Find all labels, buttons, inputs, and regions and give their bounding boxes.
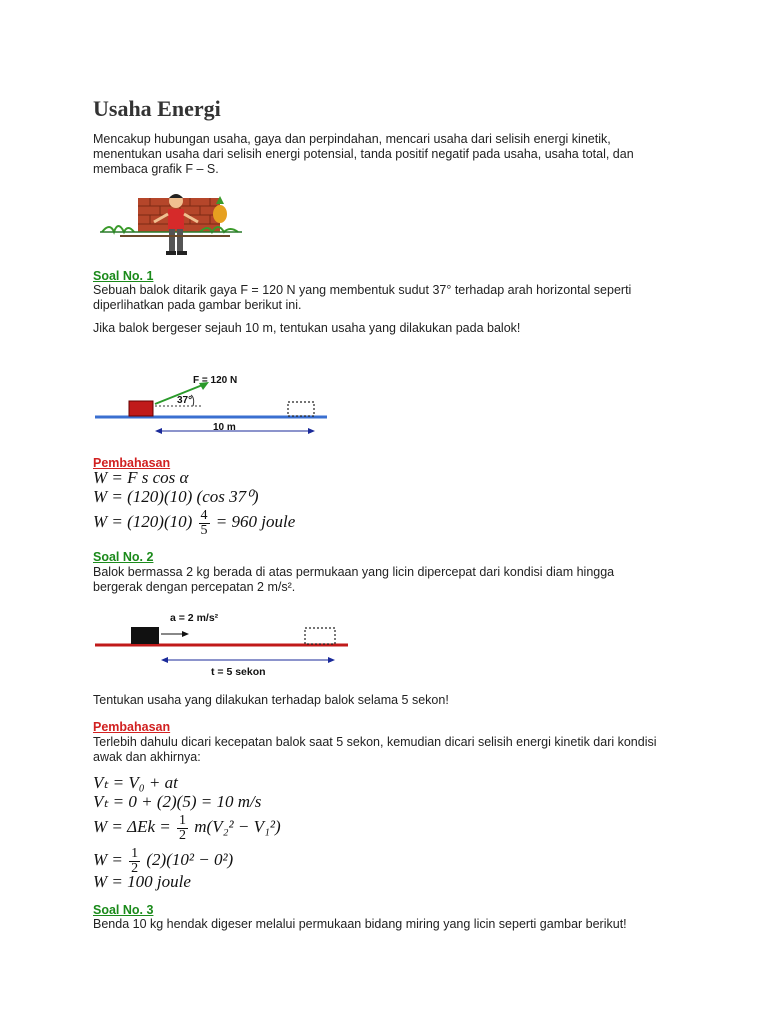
intro-paragraph: Mencakup hubungan usaha, gaya dan perpindahan, mencari usaha dari selisih energi kinetik, menentukan usaha dari selisih energi potensial, tanda positif negatif pada usaha, usaha total, dan membaca grafik F – S. bbox=[93, 132, 634, 176]
time-label: t = 5 sekon bbox=[211, 666, 266, 678]
block-start bbox=[131, 627, 159, 644]
soal-2-heading: Soal No. 2 bbox=[93, 550, 154, 564]
soal-1-eq-1: W = F s cos α bbox=[93, 468, 189, 487]
fraction-4-5: $\frac{4}{5}$ bbox=[200, 507, 208, 538]
soal-2-eq-4: W = $\frac{1}{2}$ (2)(10² − 0²) bbox=[93, 845, 234, 876]
fraction-1-2: $\frac{1}{2}$ bbox=[179, 812, 187, 843]
pembahasan-1-heading: Pembahasan bbox=[93, 456, 171, 470]
acceleration-label: a = 2 m/s² bbox=[170, 612, 219, 624]
soal-1-eq-2: W = (120)(10) (cos 37⁰) bbox=[93, 487, 259, 506]
illustration-work bbox=[100, 192, 242, 262]
diagram-soal-1 bbox=[93, 368, 333, 440]
block-end bbox=[288, 402, 314, 416]
diagram-soal-2 bbox=[93, 603, 353, 683]
soal-2-text: Balok bermassa 2 kg berada di atas permukaan yang licin dipercepat dari kondisi diam hingga bergerak dengan percepatan 2 m/s². bbox=[93, 565, 615, 594]
soal-1-text: Sebuah balok ditarik gaya F = 120 N yang membentuk sudut 37° terhadap arah horizontal seperti diperlihatkan pada gambar berikut ini. bbox=[93, 283, 632, 312]
soal-3-text: Benda 10 kg hendak digeser melalui permukaan bidang miring yang licin seperti gambar berikut! bbox=[93, 917, 627, 931]
angle-label: 37° bbox=[177, 395, 193, 406]
soal-1-heading: Soal No. 1 bbox=[93, 269, 154, 283]
soal-2-eq-5: W = 100 joule bbox=[93, 872, 191, 891]
soal-2-eq-1: Vₜ = V₀ + at bbox=[93, 773, 178, 792]
block-start bbox=[129, 401, 153, 416]
soal-2-eq-3: W = ΔEk = $\frac{1}{2}$ m(V₂² − V₁²) bbox=[93, 812, 281, 843]
soal-2-eq-2: Vₜ = 0 + (2)(5) = 10 m/s bbox=[93, 792, 262, 811]
soal-1-eq-3: W = (120)(10) $\frac{4}{5}$ = 960 joule bbox=[93, 507, 296, 538]
soal-3-heading: Soal No. 3 bbox=[93, 903, 154, 917]
force-label: F = 120 N bbox=[193, 375, 238, 386]
distance-label: 10 m bbox=[213, 422, 236, 433]
block-end bbox=[305, 628, 335, 644]
soal-2-explanation: Terlebih dahulu dicari kecepatan balok saat 5 sekon, kemudian dicari selisih energi kinetik dari kondisi awak dan akhirnya: bbox=[93, 735, 657, 764]
fraction-1-2: $\frac{1}{2}$ bbox=[131, 845, 139, 876]
soal-1-question: Jika balok bergeser sejauh 10 m, tentukan usaha yang dilakukan pada balok! bbox=[93, 321, 521, 335]
page-title: Usaha Energi bbox=[93, 96, 221, 121]
pembahasan-2-heading: Pembahasan bbox=[93, 720, 171, 734]
soal-2-question: Tentukan usaha yang dilakukan terhadap balok selama 5 sekon! bbox=[93, 693, 449, 707]
